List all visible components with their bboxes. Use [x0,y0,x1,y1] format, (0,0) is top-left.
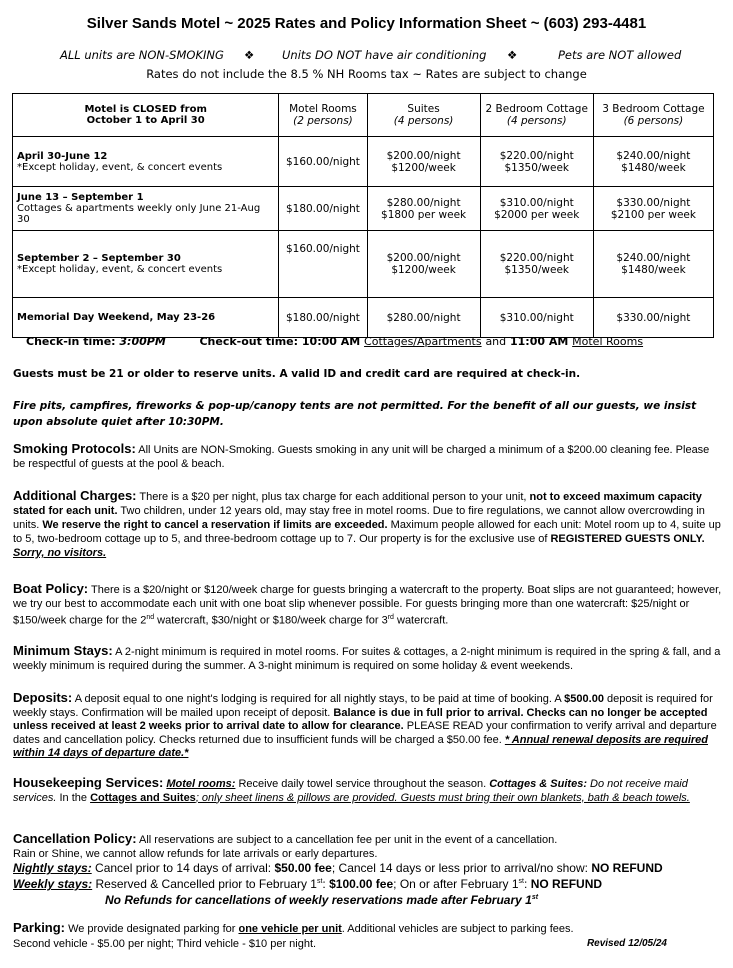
diamond-separator-icon: ❖ [507,48,518,62]
table-header-row [13,94,714,137]
rate-cell: $330.00/night $2100 per week [593,187,713,231]
check-times: Check-in time: 3:00PM Check-out time: 10:00 AM Cottages/Apartments and 11:00 AM Motel Rooms [26,335,644,348]
section-heading: Boat Policy: [13,581,89,596]
diamond-separator-icon: ❖ [244,48,255,62]
period-cell: April 30-June 12 *Except holiday, event, & concert events [13,137,279,187]
no-pets-notice: Pets are NOT allowed [558,48,682,62]
table-row [13,298,714,338]
rate-cell: $180.00/night [279,298,367,338]
rate-cell: $220.00/night $1350/week [480,137,593,187]
tax-note: Rates do not include the 8.5 % NH Rooms tax ~ Rates are subject to change [146,67,587,81]
parking-section: Parking: We provide designated parking for one vehicle per unit. Additional vehicles are subject to parking fees. Second vehicle - $5.00 per night; Third vehicle - $10 per night. [13,920,574,950]
boat-policy-section: Boat Policy: There is a $20/night or $120/week charge for guests bringing a watercraft to the property. Boat slips are not guaranteed; however, we try our best to accommodate each unit with one boat slip whenever possible. For guests bringing more than one watercraft: $25/night or $150/week charge for the 2nd watercraft, $30/night or $180/week charge for 3rd watercraft. [13,581,722,627]
rate-cell: $240.00/night $1480/week [593,231,713,298]
period-cell: June 13 – September 1 Cottages & apartments weekly only June 21-Aug 30 [13,187,279,231]
deposits-section: Deposits: A deposit equal to one night's lodging is required for all nightly stays, to be paid at time of booking. A $500.00 deposit is required for weekly stays. Confirmation will be mailed upon receipt of deposit. Balance is due in full prior to arrival. Checks can no longer be accepted unless received at least 2 weeks prior to arrival date to allow for clearance. PLEASE READ your confirmation to verify arrival and departure dates and cancellation policy. Checks returned due to insufficient funds will be charged a $50.00 fee. * Annual renewal deposits are required within 14 days of departure date.* [13,690,717,759]
rate-cell: $240.00/night $1480/week [593,137,713,187]
checkin-time: 3:00PM [119,335,166,348]
closed-season-note: Motel is CLOSED from October 1 to April 30 [13,94,279,137]
table-row [13,137,714,187]
page-title: Silver Sands Motel ~ 2025 Rates and Policy Information Sheet ~ (603) 293-4481 [86,15,647,32]
rates-table [12,93,714,338]
rate-cell: $280.00/night $1800 per week [367,187,480,231]
weekly-stays-line: Weekly stays: Reserved & Cancelled prior to February 1st: $100.00 fee; On or after February 1st: NO REFUND [13,877,603,891]
rate-cell: $310.00/night $2000 per week [480,187,593,231]
section-heading: Parking: [13,920,66,935]
rate-cell: $160.00/night [279,137,367,187]
column-header: Motel Rooms (2 persons) [279,94,367,137]
minimum-stays-section: Minimum Stays: A 2-night minimum is required in motel rooms. For suites & cottages, a 2-night minimum is required in the spring & fall, and a weekly minimum is required during the summer. A 3-night minimum is required on some holiday & event weekends. [13,643,721,672]
table-row [13,187,714,231]
section-heading: Smoking Protocols: [13,441,136,456]
column-header: Suites (4 persons) [367,94,480,137]
quiet-policy: Fire pits, campfires, fireworks & pop-up/canopy tents are not permitted. For the benefit of all our guests, we insist upon absolute quiet after 10:30PM. [13,400,697,428]
table-row [13,231,714,298]
column-header: 2 Bedroom Cottage (4 persons) [480,94,593,137]
rate-cell: $160.00/night [279,231,367,298]
rate-cell: $220.00/night $1350/week [480,231,593,298]
rate-cell: $330.00/night [593,298,713,338]
housekeeping-section: Housekeeping Services: Motel rooms: Receive daily towel service throughout the season. Cottages & Suites: Do not receive maid services. In the Cottages and Suites; only sheet linens & pillows are provided. Guests must bring their own blankets, bath & beach towels. [13,775,690,804]
age-policy: Guests must be 21 or older to reserve units. A valid ID and credit card are required at check-in. [13,368,581,380]
section-heading: Cancellation Policy: [13,831,137,846]
period-cell: September 2 – September 30 *Except holiday, event, & concert events [13,231,279,298]
rate-cell: $200.00/night $1200/week [367,137,480,187]
section-heading: Additional Charges: [13,488,137,503]
period-cell: Memorial Day Weekend, May 23-26 [13,298,279,338]
weekly-no-refunds: No Refunds for cancellations of weekly reservations made after February 1st [105,893,539,907]
rate-cell: $310.00/night [480,298,593,338]
no-ac-notice: Units DO NOT have air conditioning [282,48,487,62]
rate-cell: $280.00/night [367,298,480,338]
cancellation-section: Cancellation Policy: All reservations are subject to a cancellation fee per unit in the event of a cancellation. Rain or Shine, we cannot allow refunds for late arrivals or early departures. Nightly stays: Cancel prior to 14 days of arrival: $50.00 fee; Cancel 14 days or less prior to arrival/no show: NO REFUND Weekly stays: Reserved & Cancelled prior to February 1st: $100.00 fee; On or after February 1st: NO REFUND No Refunds for cancellations of weekly reservations made after February 1st [13,832,723,907]
smoking-section: Smoking Protocols: All Units are NON-Smoking. Guests smoking in any unit will be charged a minimum of a $200.00 cleaning fee. Please be respectful of guests at the pool & beach. [13,441,710,470]
non-smoking-notice: ALL units are NON-SMOKING [60,48,224,62]
rate-cell: $200.00/night $1200/week [367,231,480,298]
additional-charges-section: Additional Charges: There is a $20 per night, plus tax charge for each additional person to your unit, not to exceed maximum capacity stated for each unit. Two children, under 12 years old, may stay free in motel rooms. Due to fire regulations, we cannot allow overcrowding in units. We reserve the right to cancel a reservation if limits are exceeded. Maximum people allowed for each unit: Motel room up to 4, suite up to 5, two-bedroom cottage up to 5, and three-bedroom cottage up to 7. Our property is for the exclusive use of REGISTERED GUESTS ONLY. Sorry, no visitors. [13,488,721,559]
revised-date: Revised 12/05/24 [586,938,667,949]
section-heading: Deposits: [13,690,73,705]
nightly-stays-line: Nightly stays: Cancel prior to 14 days of arrival: $50.00 fee; Cancel 14 days or less prior to arrival/no show: NO REFUND [13,861,663,875]
column-header: 3 Bedroom Cottage (6 persons) [593,94,713,137]
section-heading: Housekeeping Services: [13,775,164,790]
section-heading: Minimum Stays: [13,643,113,658]
rate-cell: $180.00/night [279,187,367,231]
